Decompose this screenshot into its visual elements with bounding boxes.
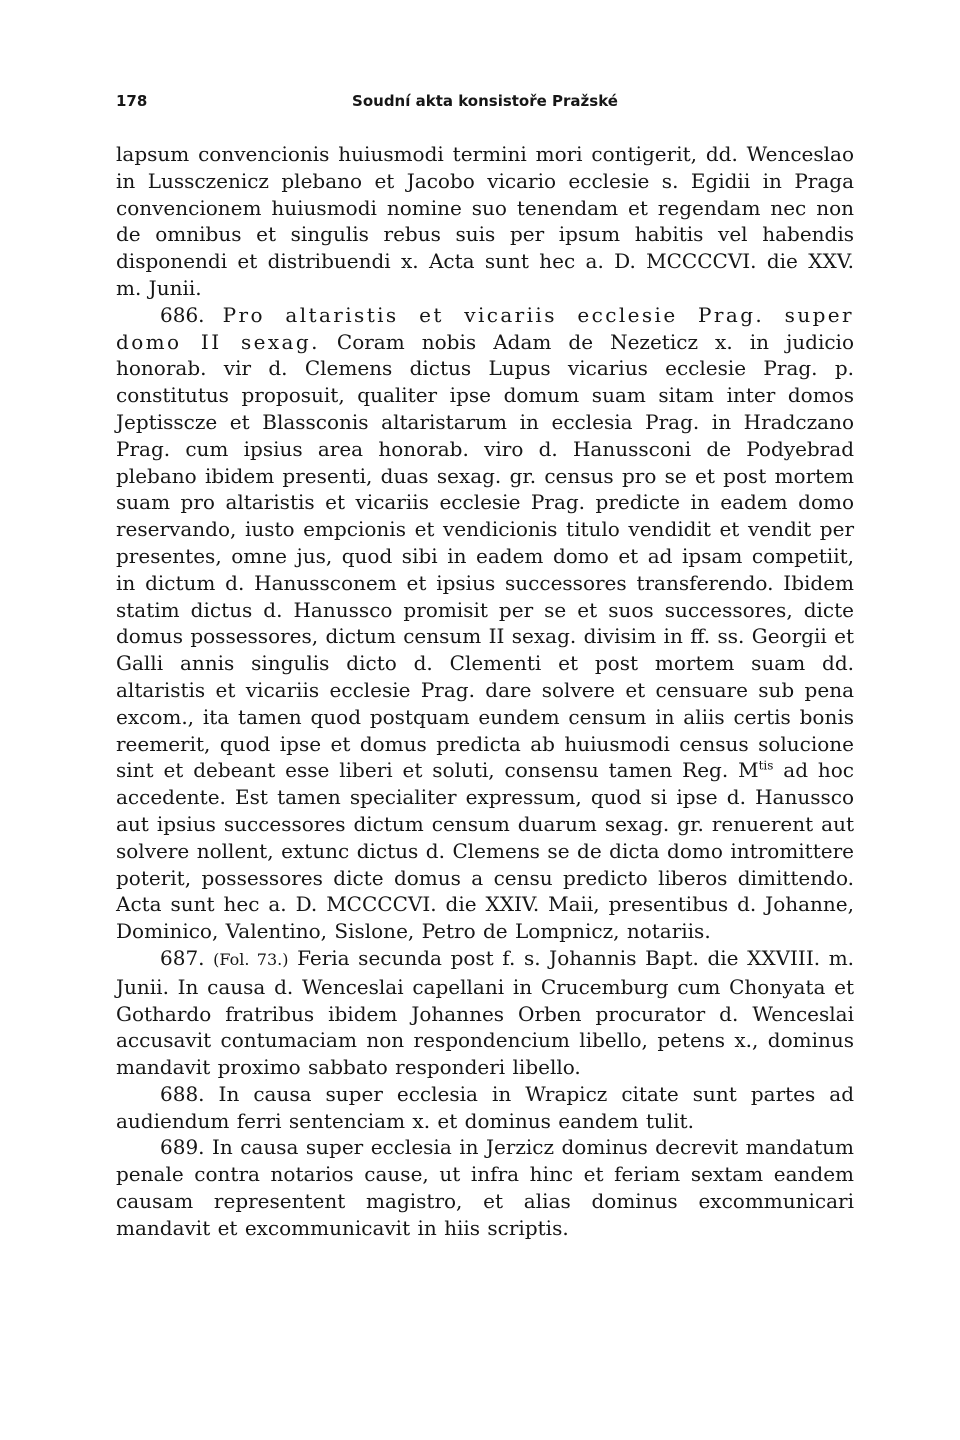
running-head <box>116 90 854 114</box>
entry-text-continued: ad hoc accedente. Est tamen specialiter expressum, quod si ipse d. Hanussco aut ipsius successores dictum censum duarum sexag. gr. renuerent aut solvere nollent, extunc dictus d. Clemens se de dicta domo intromittere poterit, possessores dicte domus a censu predicto liberos dimittendo. Acta sunt hec a. D. MCCCCVI. die XXIV. Maii, presentibus d. Johanne, Dominico, Valentino, Sislone, Petro de Lompnicz, notariis. <box>116 758 854 944</box>
entry-text: In causa super ecclesia in Jerzicz dominus decrevit mandatum penale contra notarios cause, ut infra hinc et feriam sextam eandem causam representent magistro, et alias dominus excommunicari mandavit et excommunicavit in hiis scriptis. <box>116 1135 854 1240</box>
entry-687 <box>116 945 854 1081</box>
entry-number: 689. <box>160 1135 205 1160</box>
entry-688 <box>116 1081 854 1135</box>
entry-title: Pro altaristis et vicariis ecclesie Prag. super domo II sexag. <box>116 302 854 354</box>
paragraph-continuation <box>116 141 854 302</box>
entry-text: Coram nobis Adam de Nezeticz x. in judicio honorab. vir d. Clemens dictus Lupus vicarius ecclesie Prag. p. constitutus proposuit, qualiter ipse domum suam sitam inter domos Jeptisscze et Blassconis altaristarum in ecclesia Prag. in Hradczano Prag. cum ipsius area honorab. viro d. Hanussconi de Podyebrad plebano ibidem presenti, duas sexag. gr. census pro se et post mortem suam pro altaristis et vicariis ecclesie Prag. predicte in eadem domo reservando, iusto empcionis et vendicionis titulo vendidit et vendit per presentes, omne jus, quod sibi in eadem domo et ad ipsam competiit, in dictum d. Hanussconem et ipsius successores transferendo. Ibidem statim dictus d. Hanussco promisit per se et suos successores, dicte domus possessores, dictum censum II sexag. divisim in ff. ss. Georgii et Galli annis singulis dicto d. Clementi et post mortem suam dd. altaristis et vicariis ecclesie Prag. dare solvere et censuare sub pena excom., ita tamen quod postquam eundem censum in aliis certis bonis reemerit, quod ipse et domus predicta ab huiusmodi census solucione sint et debeant esse liberi et soluti, consensu tamen Reg. <box>116 329 854 783</box>
running-title: Soudní akta konsistoře Pražské <box>352 92 618 110</box>
paragraph-text: lapsum convencionis huiusmodi termini mori contigerit, dd. Wenceslao in Lussczenicz plebano et Jacobo vicario ecclesie s. Egidii in Praga convencionem huiusmodi nomine suo tenendam et regendam nec non de omnibus et singulis rebus suis per ipsum habitis vel habendis disponendi et distribuendi x. Acta sunt hec a. D. MCCCCVI. die XXV. m. Junii. <box>116 142 854 300</box>
entry-number: 686. <box>160 302 205 327</box>
entry-number: 687. <box>160 945 205 970</box>
entry-number: 688. <box>160 1081 205 1106</box>
abbreviation-superscript: tis <box>758 758 774 773</box>
entry-text: Feria secunda post f. s. Johannis Bapt. die XXVIII. m. Junii. In causa d. Wenceslai capellani in Crucemburg cum Chonyata et Gothardo fratribus ibidem Johannes Orben procurator d. Wenceslai accusavit contumaciam non respondencium libello, petens x., dominus mandavit proximo sabbato responderi libello. <box>116 945 855 1080</box>
folio-reference: (Fol. 73.) <box>213 949 289 969</box>
abbreviation-mtis <box>738 758 773 782</box>
entry-text: In causa super ecclesia in Wrapicz citate sunt partes ad audiendum ferri sentenciam x. et dominus eandem tulit. <box>116 1081 855 1133</box>
entry-689 <box>116 1134 854 1241</box>
entry-686 <box>116 302 854 945</box>
abbreviation-base: M <box>738 758 759 783</box>
body-text <box>116 141 854 1242</box>
page-number: 178 <box>116 92 148 110</box>
